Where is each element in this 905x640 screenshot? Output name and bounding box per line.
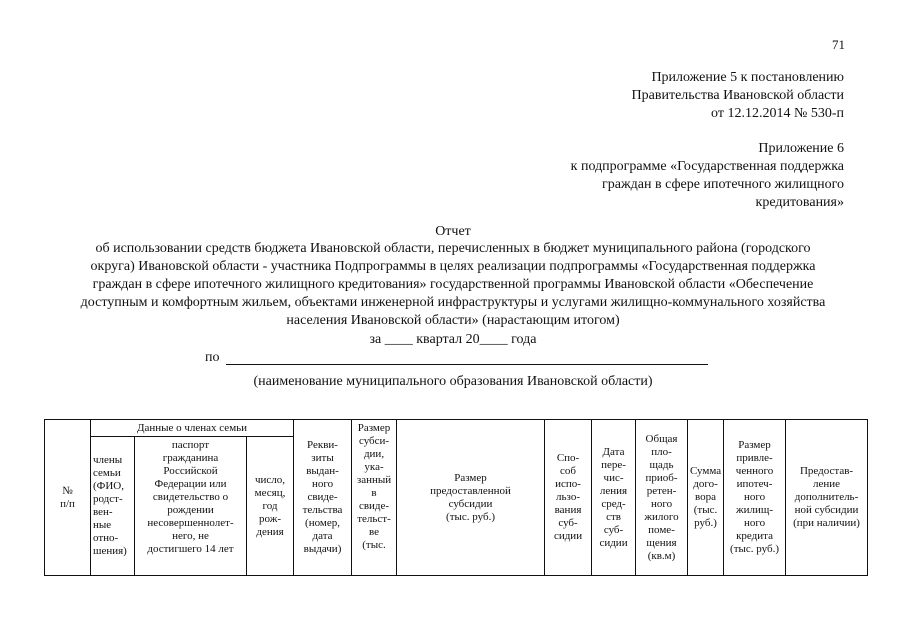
col-header-birth-date bbox=[247, 437, 294, 576]
header-line: щения bbox=[646, 536, 677, 549]
appendix-5-line: от 12.12.2014 № 530-п bbox=[711, 106, 844, 121]
header-line: суб- bbox=[603, 523, 624, 536]
header-line: льзо- bbox=[556, 491, 580, 503]
header-line: родст- bbox=[93, 493, 123, 505]
appendix-6-header bbox=[571, 140, 844, 212]
col-header-additional-subsidy bbox=[786, 420, 868, 576]
col-header-contract-sum bbox=[688, 420, 724, 576]
header-line: Сумма bbox=[689, 465, 722, 477]
header-line: Российской bbox=[163, 465, 218, 477]
header-line: шения) bbox=[93, 545, 127, 557]
appendix-5-line: Приложение 5 к постановлению bbox=[651, 70, 844, 85]
header-line: пере- bbox=[601, 458, 626, 471]
header-line: свидетельство о bbox=[152, 491, 229, 503]
header-line: члены bbox=[93, 454, 123, 466]
header-line: дата bbox=[312, 530, 333, 542]
header-line: несовершеннолет- bbox=[147, 517, 234, 529]
header-line: ве bbox=[369, 526, 380, 538]
header-line: свиде- bbox=[307, 491, 338, 503]
header-line: жилого bbox=[644, 510, 679, 523]
header-line: паспорт bbox=[171, 439, 210, 451]
col-header-family-members bbox=[91, 437, 135, 576]
header-line: (ФИО, bbox=[93, 480, 124, 492]
header-line: месяц, bbox=[254, 486, 286, 499]
col-header-transfer-date bbox=[592, 420, 636, 576]
report-description-line: об использовании средств бюджета Ивановской области, перечисленных в бюджет муниципального района (городского bbox=[95, 241, 811, 256]
header-line: (тыс. bbox=[693, 504, 718, 516]
header-line: сред- bbox=[601, 497, 626, 510]
header-line: ные bbox=[93, 519, 112, 531]
header-line: вен- bbox=[93, 506, 113, 518]
header-line: Предостав- bbox=[799, 465, 854, 477]
header-line: субсидии bbox=[448, 497, 493, 510]
header-line: (тыс. bbox=[362, 539, 386, 551]
header-line: Общая bbox=[645, 432, 678, 445]
header-line: приоб- bbox=[645, 471, 678, 484]
appendix-6-line: к подпрограмме «Государственная поддержка bbox=[570, 159, 844, 174]
header-line: (тыс. руб.) bbox=[446, 510, 495, 523]
header-line: ного bbox=[743, 517, 766, 529]
header-line: ного bbox=[743, 491, 766, 503]
header-line: семьи bbox=[93, 467, 121, 479]
header-line: дения bbox=[256, 525, 284, 538]
header-line: п/п bbox=[60, 497, 75, 510]
report-table bbox=[44, 419, 868, 576]
municipality-blank-line bbox=[226, 364, 708, 365]
header-line: рождении bbox=[167, 504, 214, 516]
report-description-line: округа) Ивановской области - участника Подпрограммы в целях реализации подпрограммы «Государственная поддержка bbox=[90, 259, 816, 274]
col-header-certificate-subsidy bbox=[352, 420, 397, 576]
header-line: ления bbox=[599, 484, 628, 497]
header-line: него, не bbox=[172, 530, 209, 542]
header-line: (при наличии) bbox=[793, 517, 860, 529]
header-line: испо- bbox=[555, 478, 581, 490]
appendix-6-line: Приложение 6 bbox=[758, 141, 844, 156]
header-line: Размер bbox=[357, 422, 391, 434]
header-line: Спо- bbox=[556, 452, 580, 464]
col-header-mortgage-credit bbox=[724, 420, 786, 576]
header-line: ука- bbox=[364, 461, 384, 473]
col-header-usage-method bbox=[545, 420, 592, 576]
header-line: число, bbox=[254, 473, 286, 486]
header-line: ипотеч- bbox=[736, 478, 773, 490]
header-line: (тыс. руб.) bbox=[730, 543, 779, 555]
header-line: жилищ- bbox=[736, 504, 774, 516]
header-line: суб- bbox=[558, 517, 578, 529]
header-line: гражданина bbox=[162, 452, 219, 464]
po-label: по bbox=[205, 350, 220, 365]
header-line: Федерации или bbox=[154, 478, 227, 490]
header-line: отно- bbox=[93, 532, 119, 544]
col-header-certificate bbox=[294, 420, 352, 576]
page-number: 71 bbox=[832, 37, 845, 52]
header-line: ление bbox=[813, 478, 841, 490]
col-header-provided-subsidy bbox=[397, 420, 545, 576]
header-line: достигшего 14 лет bbox=[147, 543, 234, 555]
header-line: вора bbox=[695, 491, 717, 503]
report-description-line: граждан в сфере ипотечного жилищного кредитования» государственной программы Ивановской области «Обеспечение bbox=[92, 277, 814, 292]
header-line: руб.) bbox=[694, 517, 717, 529]
header-line: щадь bbox=[649, 458, 674, 471]
header-line: поме- bbox=[648, 523, 675, 536]
header-line: Дата bbox=[602, 445, 625, 458]
header-line: № bbox=[62, 484, 73, 497]
appendix-6-line: кредитования» bbox=[755, 195, 844, 210]
header-line: ного bbox=[311, 478, 334, 490]
header-line: сидии bbox=[599, 536, 628, 549]
col-header-number bbox=[45, 420, 91, 576]
header-line: тельства bbox=[302, 504, 343, 516]
header-line: ств bbox=[606, 510, 621, 523]
header-line: в bbox=[371, 487, 377, 499]
col-header-passport bbox=[135, 437, 247, 576]
header-line: чис- bbox=[603, 471, 624, 484]
header-line: дии, bbox=[363, 448, 385, 460]
header-line: ной субсидии bbox=[794, 504, 859, 516]
header-line: пло- bbox=[651, 445, 672, 458]
header-line: свиде- bbox=[358, 500, 390, 512]
header-line: предоставленной bbox=[430, 484, 511, 497]
header-line: выдачи) bbox=[303, 543, 342, 555]
header-line: ного bbox=[650, 497, 673, 510]
header-line: ретен- bbox=[646, 484, 677, 497]
header-line: тельст- bbox=[357, 513, 391, 525]
col-group-family-data: Данные о членах семьи bbox=[91, 420, 294, 437]
header-line: (номер, bbox=[305, 517, 340, 529]
header-line: зиты bbox=[311, 452, 334, 464]
appendix-6-line: граждан в сфере ипотечного жилищного bbox=[602, 177, 844, 192]
report-description bbox=[40, 240, 866, 330]
header-line: Размер bbox=[738, 439, 771, 451]
header-line: рож- bbox=[259, 512, 281, 525]
report-description-line: доступным и комфортным жильем, объектами инженерной инфраструктуры и услугами жилищно-коммунального хозяйства bbox=[80, 295, 826, 310]
header-line: Размер bbox=[454, 471, 487, 484]
header-line: кредита bbox=[736, 530, 773, 542]
header-line: сидии bbox=[553, 530, 583, 542]
col-header-total-area bbox=[636, 420, 688, 576]
municipality-caption: (наименование муниципального образования Ивановской области) bbox=[253, 374, 653, 389]
header-line: дого- bbox=[693, 478, 718, 490]
appendix-5-header bbox=[632, 69, 844, 123]
header-line: вания bbox=[554, 504, 582, 516]
header-line: год bbox=[262, 499, 278, 512]
header-line: выдан- bbox=[306, 465, 339, 477]
header-line: соб bbox=[560, 465, 576, 477]
report-description-line: населения Ивановской области» (нарастающим итогом) bbox=[286, 313, 620, 328]
report-title: Отчет bbox=[435, 224, 471, 239]
appendix-5-line: Правительства Ивановской области bbox=[631, 88, 844, 103]
header-line: ченного bbox=[735, 465, 774, 477]
header-line: занный bbox=[356, 474, 392, 486]
header-line: Рекви- bbox=[307, 439, 338, 451]
header-line: (кв.м) bbox=[647, 549, 676, 562]
quarter-line: за ____ квартал 20____ года bbox=[369, 332, 537, 347]
header-line: субси- bbox=[358, 435, 390, 447]
header-line: привле- bbox=[736, 452, 773, 464]
header-line: дополнитель- bbox=[794, 491, 859, 503]
